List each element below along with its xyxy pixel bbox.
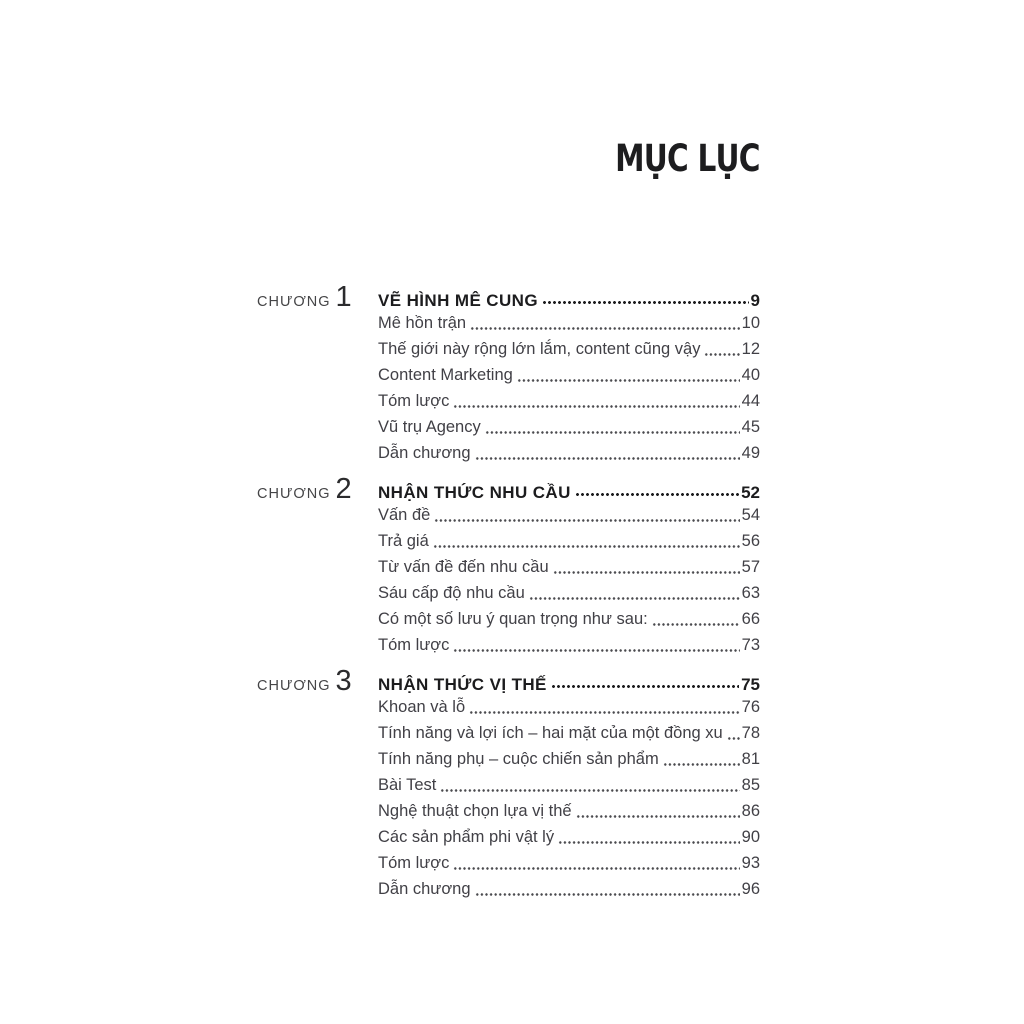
toc-entry-row: [257, 746, 760, 772]
dot-leader: [551, 668, 739, 694]
chapter-title: VẼ HÌNH MÊ CUNG: [378, 291, 538, 310]
entry-title: Tính năng và lợi ích – hai mặt của một đồng xu: [378, 724, 723, 742]
dot-leader: [485, 414, 740, 440]
toc-entry-row: [257, 580, 760, 606]
entry-page-number: 56: [741, 532, 760, 550]
dot-leader: [553, 554, 740, 580]
toc-entry-row: [257, 720, 760, 746]
chapter-label-text: CHƯƠNG: [257, 294, 331, 310]
chapter-title: NHẬN THỨC VỊ THẾ: [378, 675, 547, 694]
entry-title: Từ vấn đề đến nhu cầu: [378, 558, 549, 576]
toc-entry-row: [257, 388, 760, 414]
entry-page-number: 93: [741, 854, 760, 872]
chapter-number: 3: [335, 665, 352, 697]
entry-page-number: 10: [741, 314, 760, 332]
chapter-block: [257, 281, 760, 466]
dot-leader: [727, 720, 740, 746]
entry-page-number: 40: [741, 366, 760, 384]
entry-page-number: 12: [741, 340, 760, 358]
entry-page-number: 90: [741, 828, 760, 846]
entry-title: Vũ trụ Agency: [378, 418, 481, 436]
entry-page-number: 76: [741, 698, 760, 716]
chapter-number: 2: [335, 473, 352, 505]
entry-title: Bài Test: [378, 776, 437, 794]
toc-entry-row: [257, 824, 760, 850]
chapter-title: NHẬN THỨC NHU CẦU: [378, 483, 571, 502]
entry-page-number: 86: [741, 802, 760, 820]
chapter-label-text: CHƯƠNG: [257, 678, 331, 694]
entry-page-number: 44: [741, 392, 760, 410]
chapter-block: [257, 473, 760, 658]
chapter-heading-row: [257, 473, 760, 505]
dot-leader: [469, 694, 739, 720]
dot-leader: [576, 798, 740, 824]
dot-leader: [470, 310, 740, 336]
chapter-page-number: 52: [741, 483, 760, 502]
dot-leader: [558, 824, 740, 850]
entry-title: Dẫn chương: [378, 444, 471, 462]
chapter-label: [257, 665, 378, 699]
entry-title: Content Marketing: [378, 366, 513, 384]
chapter-page-number: 9: [750, 291, 760, 310]
chapter-page-number: 75: [741, 675, 760, 694]
entry-title: Dẫn chương: [378, 880, 471, 898]
toc-entry-row: [257, 772, 760, 798]
entry-page-number: 57: [741, 558, 760, 576]
entry-page-number: 63: [741, 584, 760, 602]
dot-leader: [475, 876, 740, 902]
dot-leader: [529, 580, 740, 606]
dot-leader: [453, 850, 739, 876]
dot-leader: [433, 528, 740, 554]
dot-leader: [517, 362, 740, 388]
dot-leader: [542, 284, 749, 310]
toc-entry-row: [257, 554, 760, 580]
dot-leader: [704, 336, 739, 362]
toc-entry-row: [257, 798, 760, 824]
entry-title: Thế giới này rộng lớn lắm, content cũng vậy: [378, 340, 701, 358]
entry-page-number: 66: [741, 610, 760, 628]
entry-page-number: 54: [741, 506, 760, 524]
entry-page-number: 73: [741, 636, 760, 654]
dot-leader: [663, 746, 740, 772]
chapter-label: [257, 473, 378, 507]
entry-title: Sáu cấp độ nhu cầu: [378, 584, 525, 602]
entry-title: Tóm lược: [378, 854, 450, 872]
toc-entry-row: [257, 850, 760, 876]
page-title: MỤC LỤC: [615, 136, 760, 180]
entry-title: Khoan và lỗ: [378, 698, 466, 716]
dot-leader: [453, 388, 739, 414]
entry-title: Trả giá: [378, 532, 429, 550]
chapter-block: [257, 665, 760, 902]
dot-leader: [453, 632, 739, 658]
dot-leader: [575, 476, 739, 502]
toc-entry-row: [257, 606, 760, 632]
table-of-contents: [257, 281, 760, 902]
entry-page-number: 85: [741, 776, 760, 794]
toc-entry-row: [257, 876, 760, 902]
entry-page-number: 81: [741, 750, 760, 768]
chapter-label: [257, 281, 378, 315]
entry-title: Các sản phẩm phi vật lý: [378, 828, 555, 846]
entry-title: Mê hồn trận: [378, 314, 467, 332]
chapter-number: 1: [335, 281, 352, 313]
chapter-heading-row: [257, 281, 760, 313]
entry-title: Nghệ thuật chọn lựa vị thế: [378, 802, 572, 820]
toc-entry-row: [257, 362, 760, 388]
dot-leader: [440, 772, 739, 798]
toc-entry-row: [257, 440, 760, 466]
toc-entry-row: [257, 632, 760, 658]
dot-leader: [434, 502, 739, 528]
chapter-label-text: CHƯƠNG: [257, 486, 331, 502]
toc-entry-row: [257, 528, 760, 554]
entry-page-number: 78: [741, 724, 760, 742]
entry-title: Vấn đề: [378, 506, 431, 524]
entry-title: Tóm lược: [378, 392, 450, 410]
chapter-heading-row: [257, 665, 760, 697]
entry-page-number: 96: [741, 880, 760, 898]
entry-page-number: 49: [741, 444, 760, 462]
entry-title: Tính năng phụ – cuộc chiến sản phẩm: [378, 750, 659, 768]
dot-leader: [475, 440, 740, 466]
toc-entry-row: [257, 414, 760, 440]
entry-title: Có một số lưu ý quan trọng như sau:: [378, 610, 648, 628]
dot-leader: [652, 606, 740, 632]
entry-page-number: 45: [741, 418, 760, 436]
toc-entry-row: [257, 336, 760, 362]
entry-title: Tóm lược: [378, 636, 450, 654]
